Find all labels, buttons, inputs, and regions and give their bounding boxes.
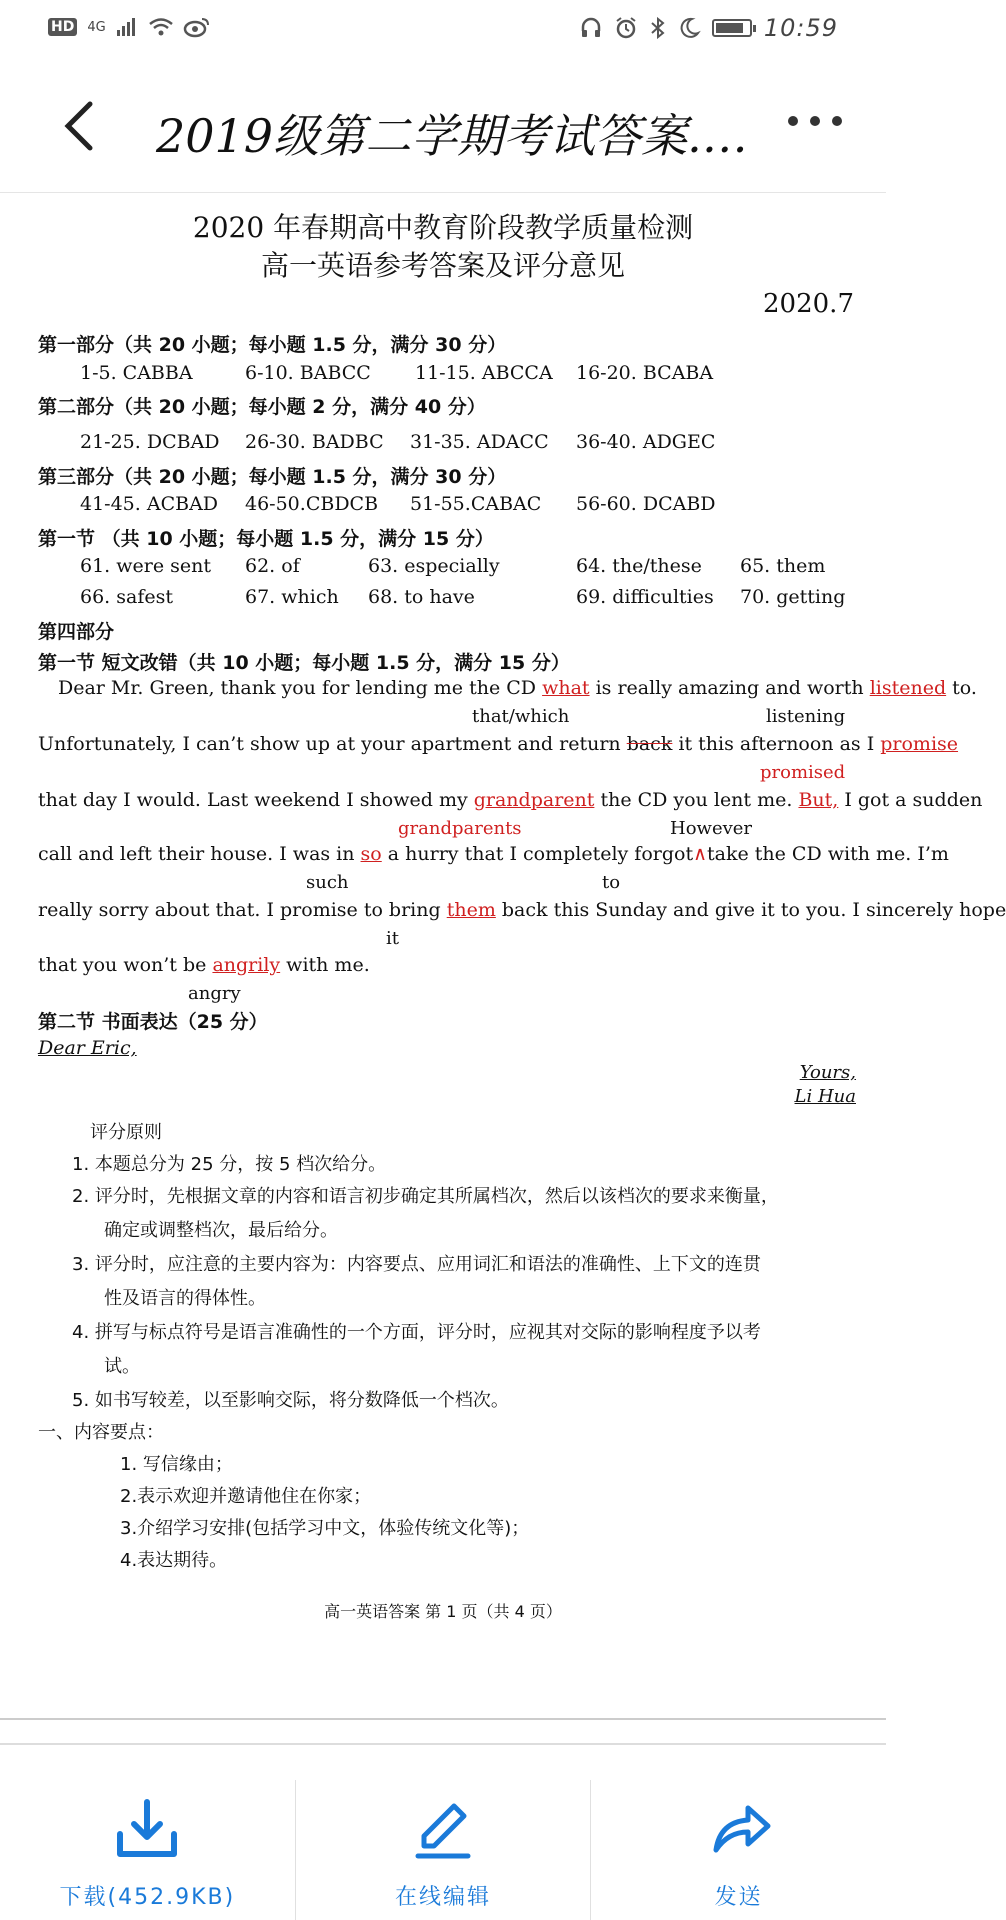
document-title: 2019级第二学期考试答案.… [156,109,748,163]
section1-heading: 第一节 （共 10 小题；每小题 1.5 分，满分 15 分） [38,528,494,550]
answer-group: 1-5. CABBA [80,362,193,384]
answer-item: 61. were sent [80,555,211,577]
answer-group: 6-10. BABCC [245,362,371,384]
send-button[interactable] [591,1780,886,1920]
answer-item: 70. getting [740,586,846,608]
correction-note: angry [188,983,241,1004]
doc-title-line2: 高一英语参考答案及评分意见 [260,249,625,282]
rule-item-cont: 性及语言的得体性。 [104,1288,266,1309]
alarm-icon [614,16,638,40]
part2-heading: 第二部分（共 20 小题；每小题 2 分，满分 40 分） [38,396,486,418]
answer-item: 69. difficulties [576,586,714,608]
edit-label: 在线编辑 [395,1885,492,1910]
answer-group: 51-55.CABAC [410,493,542,515]
edit-online-button[interactable] [296,1780,592,1920]
divider [0,1718,886,1720]
share-arrow-icon [706,1796,772,1862]
point-item: 1. 写信缘由； [120,1454,233,1475]
clock: 10:59 [763,14,838,42]
page-footer: 高一英语答案 第 1 页（共 4 页） [324,1602,562,1621]
answer-group: 16-20. BCABA [576,362,714,384]
send-label: 发送 [714,1885,763,1910]
hd-badge: HD [48,18,77,36]
correction-note: promised [760,762,846,783]
point-item: 2.表示欢迎并邀请他住在你家； [120,1486,372,1507]
bottom-action-bar [0,1780,886,1920]
part4-heading: 第四部分 [38,621,115,643]
headphones-icon [580,17,602,39]
correction-note: listening [766,706,846,727]
answer-item: 62. of [245,555,300,577]
writing-heading: 第二节 书面表达（25 分） [38,1011,268,1033]
rule-item: 2. 评分时，先根据文章的内容和语言初步确定其所属档次，然后以该档次的要求来衡量， [72,1186,779,1207]
rule-item: 4. 拼写与标点符号是语言准确性的一个方面，评分时，应视其对交际的影响程度予以考 [72,1322,761,1343]
answer-group: 56-60. DCABD [576,493,716,515]
answer-group: 41-45. ACBAD [80,493,219,515]
answer-item: 65. them [740,555,826,577]
signature: Li Hua [794,1086,856,1107]
doc-date: 2020.7 [763,289,854,319]
correction-heading: 第一节 短文改错（共 10 小题；每小题 1.5 分，满分 15 分） [38,652,570,674]
passage-line: call and left their house. I was in so a hurry that I completely forgot∧take the CD with me. I’m [38,843,949,865]
answer-item: 67. which [245,586,339,608]
correction-note: that/which [472,706,570,727]
answer-group: 11-15. ABCCA [415,362,553,384]
passage-line: Dear Mr. Green, thank you for lending me the CD what is really amazing and worth listened to. [58,677,977,699]
correction-note: it [386,928,399,949]
document-page [0,192,1006,1722]
point-item: 3.介绍学习安排(包括学习中文，体验传统文化等)； [120,1518,530,1539]
rule-item: 3. 评分时，应注意的主要内容为：内容要点、应用词汇和语法的准确性、上下文的连贯 [72,1254,761,1275]
part3-heading: 第三部分（共 20 小题；每小题 1.5 分，满分 30 分） [38,466,507,488]
back-button[interactable] [50,96,110,156]
correction-note: grandparents [398,818,522,839]
answer-item: 64. the/these [576,555,702,577]
more-options-button[interactable] [788,116,842,126]
rule-item: 5. 如书写较差，以至影响交际，将分数降低一个档次。 [72,1390,509,1411]
passage-line: Unfortunately, I can’t show up at your apartment and return back it this afternoon as I promise [38,733,959,755]
answer-item: 63. especially [368,555,500,577]
rule-item: 1. 本题总分为 25 分，按 5 档次给分。 [72,1154,387,1175]
passage-line: really sorry about that. I promise to bring them back this Sunday and give it to you. I sincerely hope [38,899,1006,921]
doc-title-line1: 2020 年春期高中教育阶段教学质量检测 [192,211,694,244]
passage-line: that you won’t be angrily with me. [38,954,370,976]
pencil-icon [410,1796,476,1862]
weibo-icon [184,16,210,38]
signal-icon [116,17,138,37]
points-heading: 一、内容要点： [38,1422,164,1443]
download-label: 下载(452.9KB) [59,1885,236,1910]
rules-title: 评分原则 [90,1122,162,1143]
part1-heading: 第一部分（共 20 小题；每小题 1.5 分，满分 30 分） [38,334,507,356]
wifi-icon [148,17,174,37]
top-bar [0,60,886,193]
point-item: 4.表达期待。 [120,1550,228,1571]
rule-item-cont: 确定或调整档次，最后给分。 [104,1220,338,1241]
status-bar [0,0,886,60]
rule-item-cont: 试。 [104,1356,140,1377]
network-label: 4G [87,19,106,35]
answer-group: 26-30. BADBC [245,431,384,453]
moon-icon [678,17,700,39]
divider [0,1743,886,1745]
bluetooth-icon [650,16,666,40]
passage-line: that day I would. Last weekend I showed my grandparent the CD you lent me. But, I got a sudden [38,789,983,811]
answer-group: 31-35. ADACC [410,431,549,453]
answer-group: 21-25. DCBAD [80,431,220,453]
answer-item: 68. to have [368,586,475,608]
signoff: Yours, [799,1062,856,1083]
answer-group: 46-50.CBDCB [245,493,379,515]
salutation: Dear Eric, [38,1037,137,1059]
answer-group: 36-40. ADGEC [576,431,716,453]
download-button[interactable] [0,1780,296,1920]
correction-note: such [306,872,349,893]
battery-icon [712,19,752,37]
correction-note: However [670,818,753,839]
answer-item: 66. safest [80,586,173,608]
download-icon [114,1796,180,1862]
correction-note: to [602,872,621,893]
